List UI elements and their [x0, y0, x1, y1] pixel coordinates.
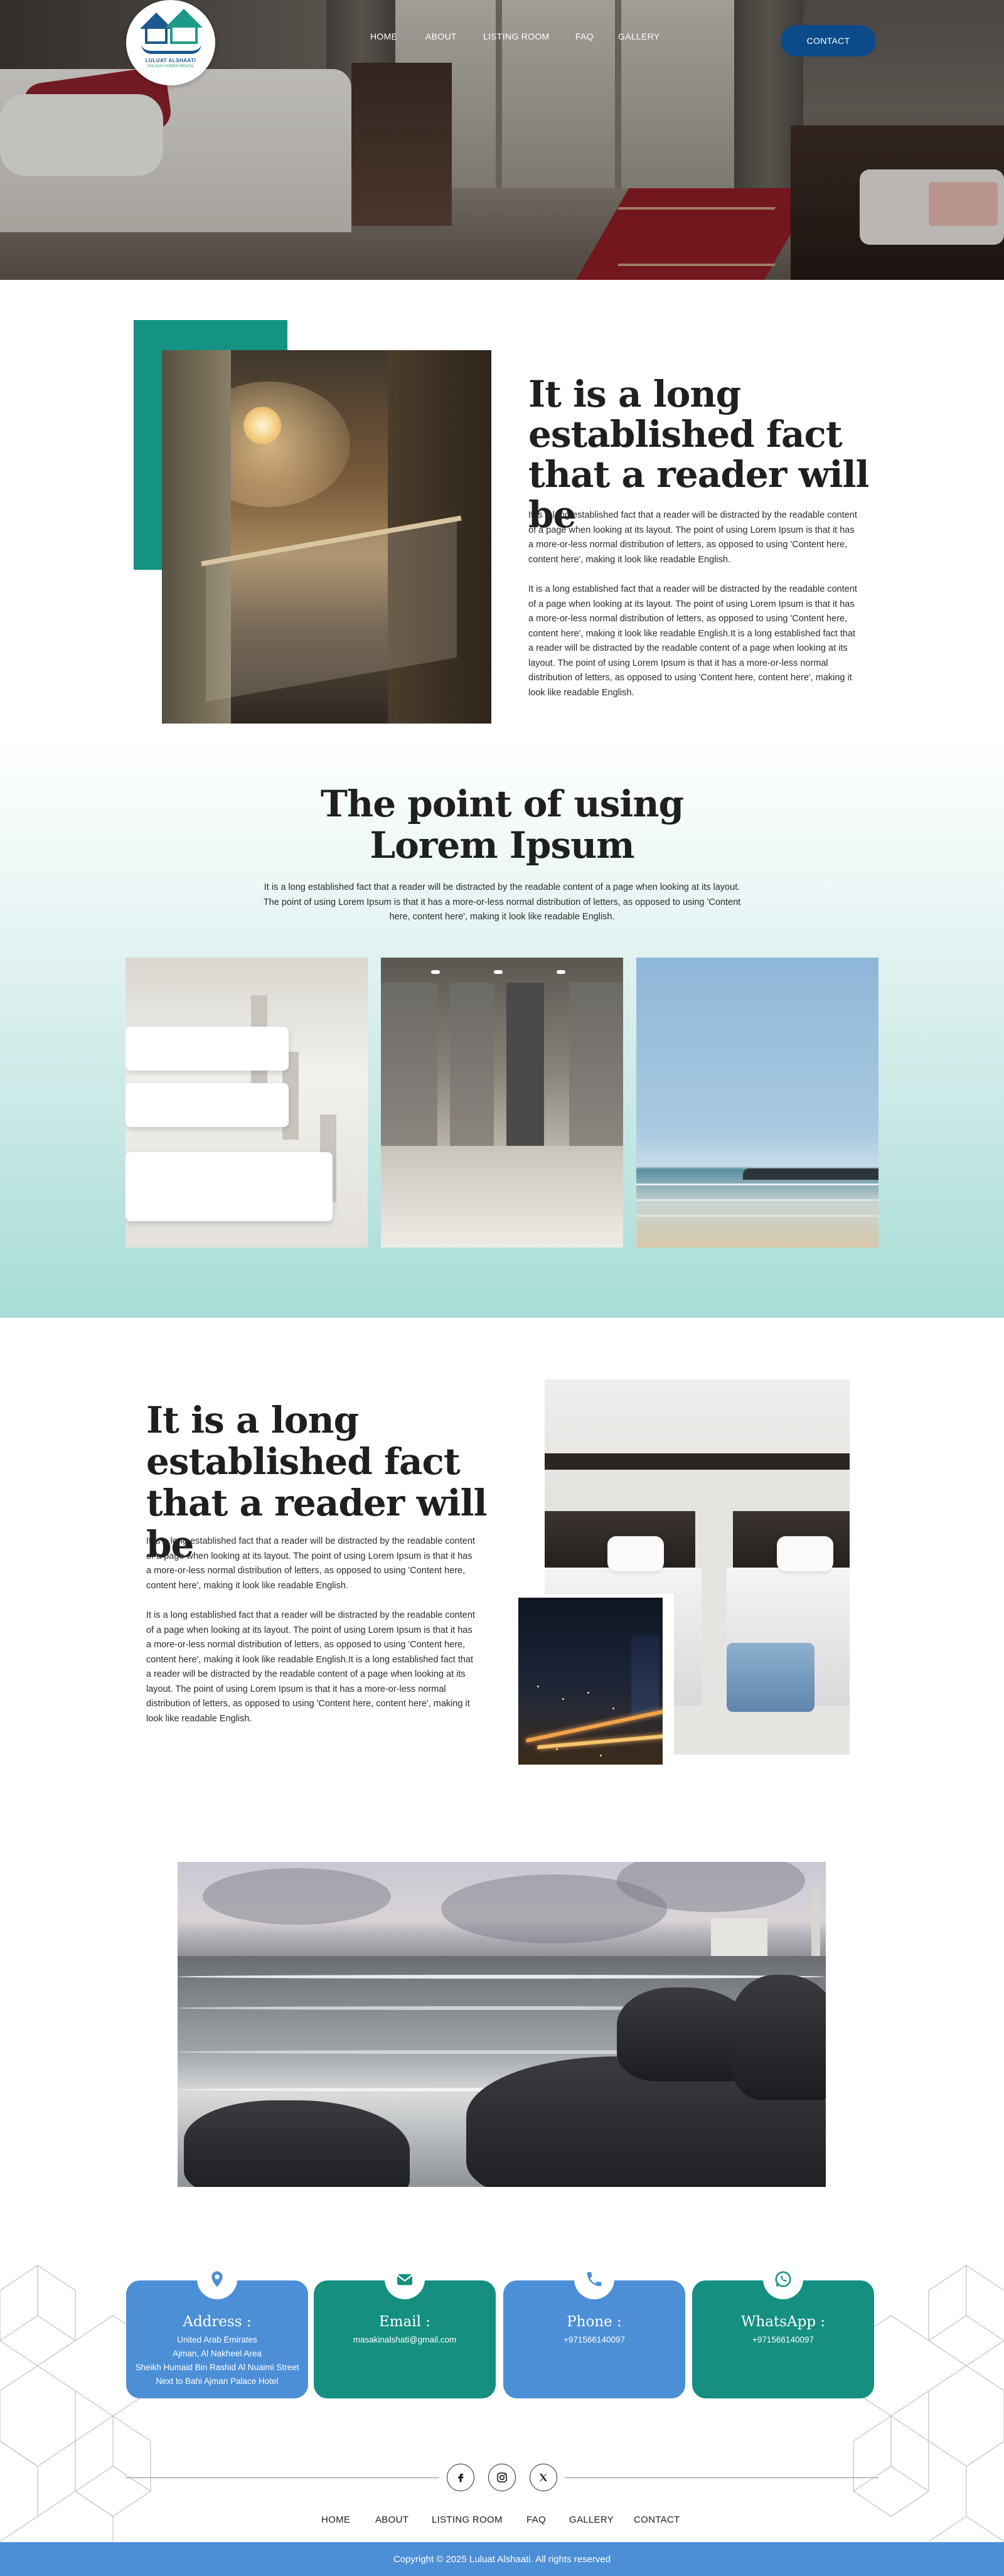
gallery-paragraph: It is a long established fact that a reader will be distracted by the readable content of a page when looking at its layout. The point of using Lorem Ipsum is that it has a more-or-less normal distribution of letters, as opposed to using 'Content here, content here', making it look like readable English. — [263, 882, 741, 922]
instagram-icon[interactable] — [488, 2464, 516, 2491]
night-city-photo — [518, 1598, 663, 1765]
nav-listing-room[interactable]: LISTING ROOM — [483, 31, 550, 41]
logo-brand-text: LULUAT ALSHAATI — [145, 58, 196, 63]
gallery-photo-bedroom[interactable] — [125, 958, 368, 1248]
whatsapp-number[interactable]: +971566140097 — [752, 2335, 814, 2344]
footer-nav-about[interactable]: ABOUT — [375, 2515, 409, 2525]
address-line-4: Next to Bahi Ajman Palace Hotel — [156, 2376, 279, 2386]
footer-nav-gallery[interactable]: GALLERY — [569, 2515, 614, 2525]
copyright-bar — [0, 2542, 1004, 2576]
copyright-text: Copyright © 2025 Luluat Alshaati. All rights reserved — [393, 2553, 611, 2565]
rocky-shore-photo — [178, 1862, 826, 2187]
divider-right — [565, 2477, 878, 2478]
address-line-2: Ajman, Al Nakheel Area — [173, 2349, 262, 2358]
email-title: Email : — [378, 2314, 431, 2330]
phone-title: Phone : — [567, 2314, 622, 2330]
address-title: Address : — [183, 2314, 252, 2330]
divider-left — [125, 2477, 439, 2478]
footer-nav-listing-room[interactable]: LISTING ROOM — [432, 2515, 503, 2525]
email-address[interactable]: masakinalshati@gmail.com — [353, 2335, 457, 2344]
intro-paragraph-1: It is a long established fact that a reader will be distracted by the readable content of a page when looking at its layout. The point of using Lorem Ipsum is that it has a more-or-less normal distribution of letters, as opposed to using 'Content here, content here', making it look like readable English. — [528, 510, 857, 565]
logo-tagline-text: HOLIDAY HOMES RENTAL — [147, 65, 195, 68]
nav-faq[interactable]: FAQ — [575, 31, 594, 41]
footer-nav-contact[interactable]: CONTACT — [634, 2515, 680, 2525]
phone-number[interactable]: +971566140097 — [563, 2335, 625, 2344]
contact-card-email — [314, 2280, 496, 2398]
phone-icon — [574, 2259, 614, 2299]
nav-home[interactable]: HOME — [370, 31, 398, 41]
rooms-paragraph-2: It is a long established fact that a reader will be distracted by the readable content of a page when looking at its layout. The point of using Lorem Ipsum is that it has a more-or-less normal distribution of letters, as opposed to using 'Content here, content here', making it look like readable English.It is a long established fact that a reader will be distracted by the readable content of a page when looking at its layout. The point of using Lorem Ipsum is that it has a more-or-less normal distribution of letters, as opposed to using 'Content here, content here', making it look like readable English. — [146, 1610, 475, 1724]
intro-heading: It is a long established fact that a reader will be — [528, 373, 869, 536]
address-line-3: Sheikh Humaid Bin Rashid Al Nuaimi Street — [135, 2363, 299, 2372]
gallery-heading: The point of using Lorem Ipsum — [320, 783, 684, 867]
balcony-sunset-photo — [162, 350, 491, 724]
facebook-icon[interactable] — [447, 2464, 474, 2491]
whatsapp-title: WhatsApp : — [740, 2314, 826, 2330]
whatsapp-icon — [763, 2259, 803, 2299]
contact-button[interactable]: CONTACT — [781, 25, 876, 56]
x-icon[interactable] — [530, 2464, 557, 2491]
rooms-paragraph-1: It is a long established fact that a reader will be distracted by the readable content of a page when looking at its layout. The point of using Lorem Ipsum is that it has a more-or-less normal distribution of letters, as opposed to using 'Content here, content here', making it look like readable English. — [146, 1536, 475, 1591]
contact-card-whatsapp — [692, 2280, 874, 2398]
footer-nav-home[interactable]: HOME — [321, 2515, 351, 2525]
gallery-photo-lobby[interactable] — [381, 958, 623, 1248]
footer-nav-faq[interactable]: FAQ — [526, 2515, 546, 2525]
nav-gallery[interactable]: GALLERY — [618, 31, 660, 41]
rooms-heading: It is a long established fact that a reader will be — [146, 1399, 487, 1566]
intro-paragraph-2: It is a long established fact that a reader will be distracted by the readable content of a page when looking at its layout. The point of using Lorem Ipsum is that it has a more-or-less normal distribution of letters, as opposed to using 'Content here, content here', making it look like readable English.It is a long established fact that a reader will be distracted by the readable content of a page when looking at its layout. The point of using Lorem Ipsum is that it has a more-or-less normal distribution of letters, as opposed to using 'Content here, content here', making it look like readable English. — [528, 584, 857, 698]
location-pin-icon — [197, 2259, 237, 2299]
nav-about[interactable]: ABOUT — [425, 31, 457, 41]
gallery-photo-beach[interactable] — [636, 958, 878, 1248]
envelope-icon — [385, 2259, 425, 2299]
contact-card-address — [126, 2280, 308, 2398]
contact-card-phone — [503, 2280, 685, 2398]
address-line-1: United Arab Emirates — [177, 2335, 257, 2344]
